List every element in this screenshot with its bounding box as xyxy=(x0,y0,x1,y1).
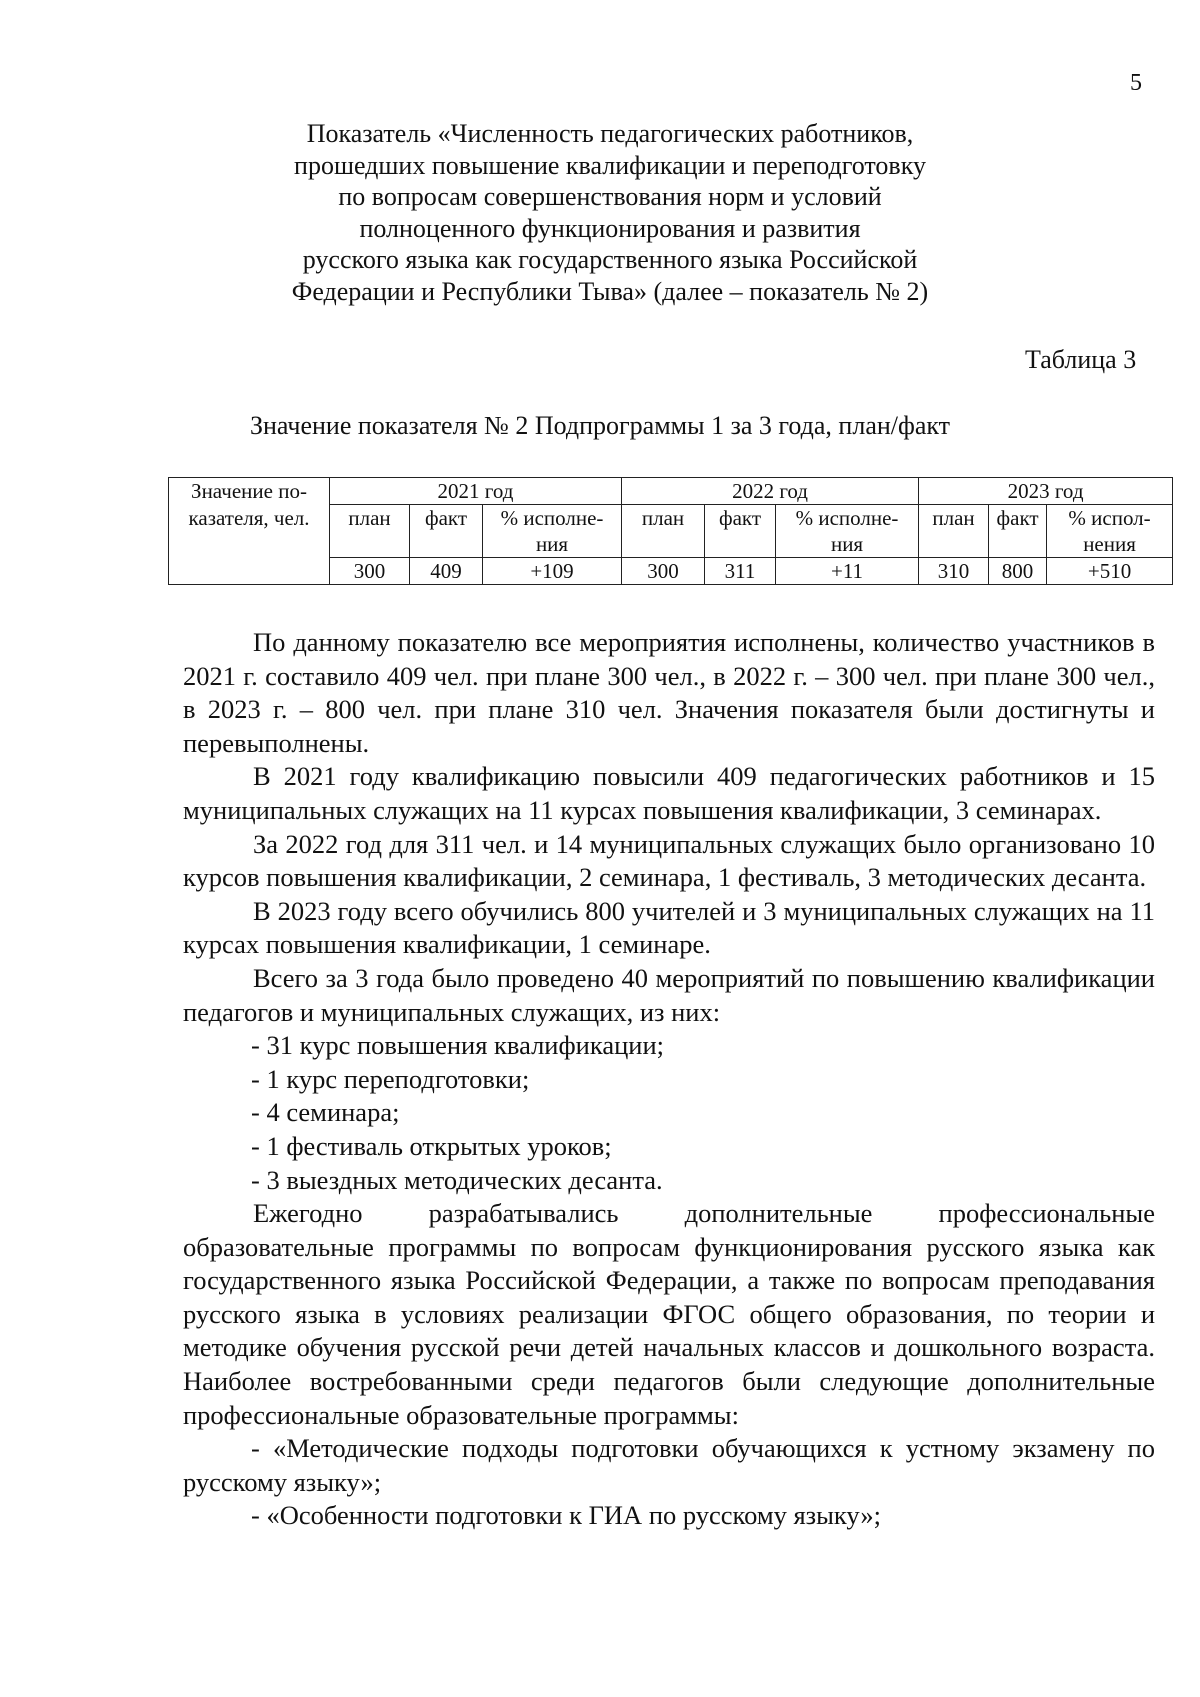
list-item: - «Особенности подготовки к ГИА по русскому языку»; xyxy=(251,1500,881,1531)
list-item: - 1 фестиваль открытых уроков; xyxy=(251,1130,612,1161)
row-header-line: казателя, чел. xyxy=(188,506,310,530)
paragraph: За 2022 год для 311 чел. и 14 муниципальных служащих было организовано 10 курсов повышения квалификации, 2 семинара, 1 фестиваль, 3 методических десанта. xyxy=(183,828,1155,893)
subheader-percent xyxy=(776,505,919,558)
title-line: полноценного функционирования и развития xyxy=(359,213,861,243)
subheader-line: ния xyxy=(830,532,864,556)
paragraph: В 2023 году всего обучились 800 учителей и 3 муниципальных служащих на 11 курсах повышения квалификации, 1 семинаре. xyxy=(183,895,1155,960)
list-item: - 1 курс переподготовки; xyxy=(251,1063,530,1094)
list-item: - «Методические подходы подготовки обучающихся к устному экзамену по русскому языку»; xyxy=(183,1433,1155,1497)
paragraph: Всего за 3 года было проведено 40 мероприятий по повышению квалификации педагогов и муниципальных служащих, из них: xyxy=(183,962,1155,1027)
value-cell: 310 xyxy=(919,558,989,585)
paragraph: Ежегодно разрабатывались дополнительные профессиональные образовательные программы по вопросам функционирования русского языка как государственного языка Российской Федерации, а также по вопросам преподавания русского языка в условиях реализации ФГОС общего образования, по теории и методике обучения русской речи детей начальных классов и дошкольного возраста. Наиболее востребованными среди педагогов были следующие дополнительные профессиональные образовательные программы: xyxy=(183,1198,1155,1430)
year-header: 2022 год xyxy=(622,478,919,505)
subheader-percent xyxy=(483,505,622,558)
value-cell: 311 xyxy=(705,558,776,585)
list-item: - 3 выездных методических десанта. xyxy=(251,1164,663,1195)
table-caption: Значение показателя № 2 Подпрограммы 1 за 3 года, план/факт xyxy=(249,411,951,440)
title-line: прошедших повышение квалификации и переподготовку xyxy=(294,150,926,180)
value-cell: +510 xyxy=(1047,558,1173,585)
paragraph: По данному показателю все мероприятия исполнены, количество участников в 2021 г. составило 409 чел. при плане 300 чел., в 2022 г. – 300 чел. при плане 300 чел., в 2023 г. – 800 чел. при плане 310 чел. Значения показателя были достигнуты и перевыполнены. xyxy=(183,627,1155,758)
title-line: русского языка как государственного языка Российской xyxy=(302,245,918,274)
subheader-plan: план xyxy=(622,505,705,558)
subheader-fact: факт xyxy=(989,505,1047,558)
value-cell: 300 xyxy=(622,558,705,585)
value-cell: 800 xyxy=(989,558,1047,585)
subheader-percent xyxy=(1047,505,1173,558)
subheader-line: % испол- xyxy=(1068,506,1151,530)
table-number: Таблица 3 xyxy=(1025,345,1137,374)
subheader-fact: факт xyxy=(410,505,483,558)
title-line: по вопросам совершенствования норм и условий xyxy=(338,182,882,211)
value-cell: +11 xyxy=(776,558,919,585)
value-cell: 300 xyxy=(330,558,410,585)
document-title xyxy=(230,118,990,307)
value-cell: 409 xyxy=(410,558,483,585)
body-text xyxy=(183,626,1155,1533)
subheader-line: нения xyxy=(1083,532,1136,556)
row-header-line: Значение по- xyxy=(191,479,307,503)
paragraph: В 2021 году квалификацию повысили 409 педагогических работников и 15 муниципальных служащих на 11 курсах повышения квалификации, 3 семинарах. xyxy=(183,761,1155,825)
year-header: 2021 год xyxy=(330,478,622,505)
value-cell: +109 xyxy=(483,558,622,585)
subheader-line: ния xyxy=(535,532,569,556)
page-number: 5 xyxy=(1130,70,1142,96)
indicator-table xyxy=(168,477,1173,585)
row-header-cell xyxy=(169,478,330,585)
subheader-line: % исполне- xyxy=(500,506,604,530)
subheader-line: % исполне- xyxy=(795,506,899,530)
title-line: Федерации и Республики Тыва» (далее – показатель № 2) xyxy=(291,276,929,306)
year-header: 2023 год xyxy=(919,478,1173,505)
list-item: - 4 семинара; xyxy=(251,1097,400,1128)
list-item: - 31 курс повышения квалификации; xyxy=(251,1030,664,1061)
subheader-plan: план xyxy=(919,505,989,558)
title-line: Показатель «Численность педагогических работников, xyxy=(306,119,914,148)
subheader-plan: план xyxy=(330,505,410,558)
table-header-row xyxy=(169,478,1173,505)
subheader-fact: факт xyxy=(705,505,776,558)
